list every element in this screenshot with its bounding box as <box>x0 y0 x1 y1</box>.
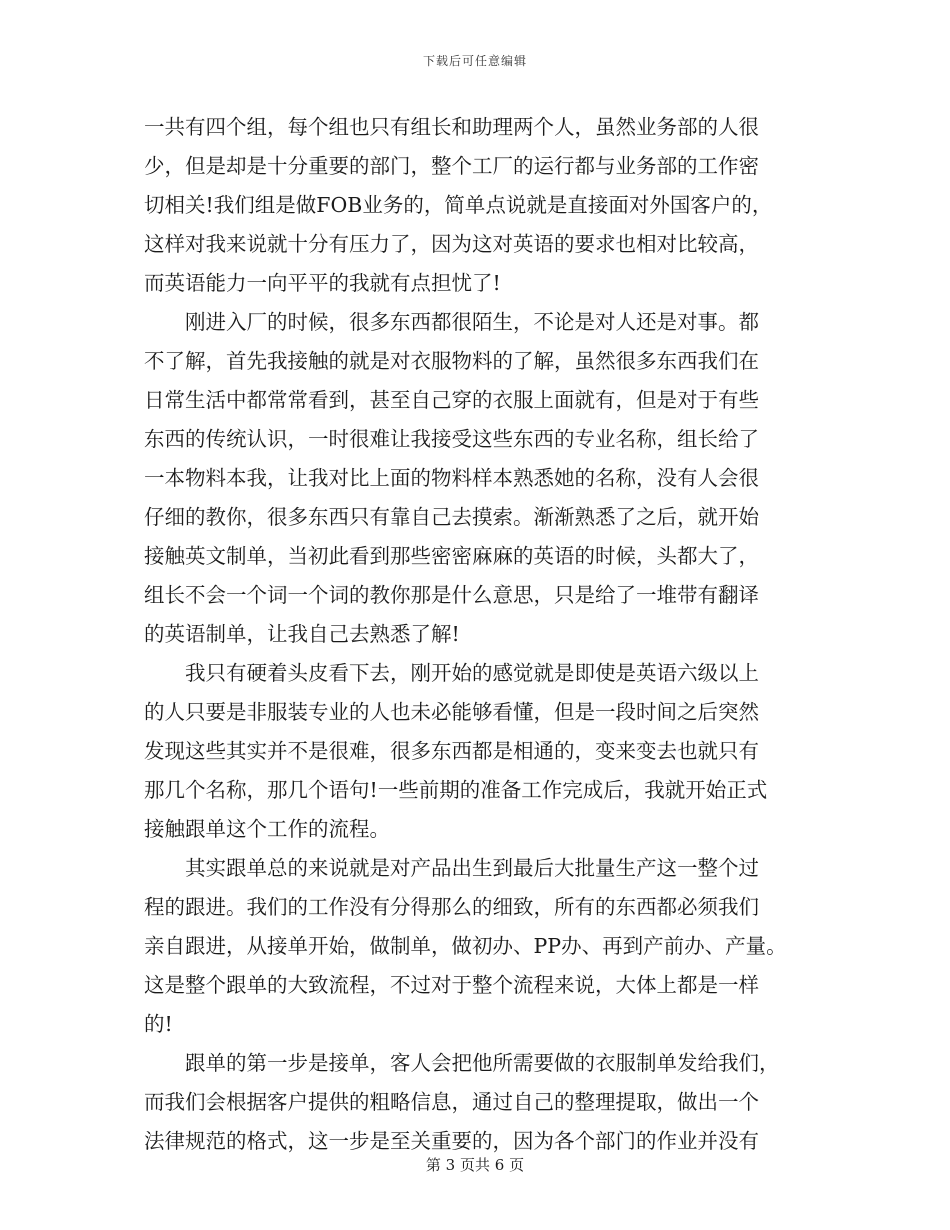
text-line: 接触跟单这个工作的流程。 <box>144 817 390 841</box>
text-line: 少，但是却是十分重要的部门，整个工厂的运行都与业务部的工作密 <box>144 154 759 178</box>
text-line: 而英语能力一向平平的我就有点担忧了! <box>144 271 501 295</box>
page-number-footer: 第 3 页共 6 页 <box>425 1156 525 1174</box>
text-line: 接触英文制单，当初此看到那些密密麻麻的英语的时候，头都大了， <box>144 544 759 568</box>
text-line: 的! <box>144 1012 173 1036</box>
text-line: 刚进入厂的时候，很多东西都很陌生，不论是对人还是对事。都 <box>185 310 759 334</box>
text-line: 日常生活中都常常看到，甚至自己穿的衣服上面就有，但是对于有些 <box>144 388 759 412</box>
text-line: 的英语制单，让我自己去熟悉了解! <box>144 622 460 646</box>
text-line: 亲自跟进，从接单开始，做制单，做初办、PP办、再到产前办、产量。 <box>144 934 787 958</box>
text-line: 其实跟单总的来说就是对产品出生到最后大批量生产这一整个过 <box>185 856 759 880</box>
text-line: 仔细的教你，很多东西只有靠自己去摸索。渐渐熟悉了之后，就开始 <box>144 505 759 529</box>
text-line: 不了解，首先我接触的就是对衣服物料的了解，虽然很多东西我们在 <box>144 349 759 373</box>
document-body <box>144 108 814 1161</box>
text-line: 一本物料本我，让我对比上面的物料样本熟悉她的名称，没有人会很 <box>144 466 759 490</box>
text-line: 东西的传统认识，一时很难让我接受这些东西的专业名称，组长给了 <box>144 427 759 451</box>
text-line: 这样对我来说就十分有压力了，因为这对英语的要求也相对比较高， <box>144 232 759 256</box>
text-line: 跟单的第一步是接单，客人会把他所需要做的衣服制单发给我们， <box>185 1051 780 1075</box>
text-line: 组长不会一个词一个词的教你那是什么意思，只是给了一堆带有翻译 <box>144 583 759 607</box>
text-line: 我只有硬着头皮看下去，刚开始的感觉就是即使是英语六级以上 <box>185 661 759 685</box>
text-line: 而我们会根据客户提供的粗略信息，通过自己的整理提取，做出一个 <box>144 1090 759 1114</box>
text-line: 程的跟进。我们的工作没有分得那么的细致，所有的东西都必须我们 <box>144 895 759 919</box>
text-line: 切相关!我们组是做FOB业务的，简单点说就是直接面对外国客户的， <box>144 193 773 217</box>
page-header-note: 下载后可任意编辑 <box>422 54 527 68</box>
text-line: 的人只要是非服装专业的人也未必能够看懂，但是一段时间之后突然 <box>144 700 759 724</box>
text-line: 这是整个跟单的大致流程，不过对于整个流程来说，大体上都是一样 <box>144 973 759 997</box>
text-line: 法律规范的格式，这一步是至关重要的，因为各个部门的作业并没有 <box>144 1129 759 1153</box>
text-line: 一共有四个组，每个组也只有组长和助理两个人，虽然业务部的人很 <box>144 115 759 139</box>
text-line: 那几个名称，那几个语句!一些前期的准备工作完成后，我就开始正式 <box>144 778 768 802</box>
text-line: 发现这些其实并不是很难，很多东西都是相通的，变来变去也就只有 <box>144 739 759 763</box>
